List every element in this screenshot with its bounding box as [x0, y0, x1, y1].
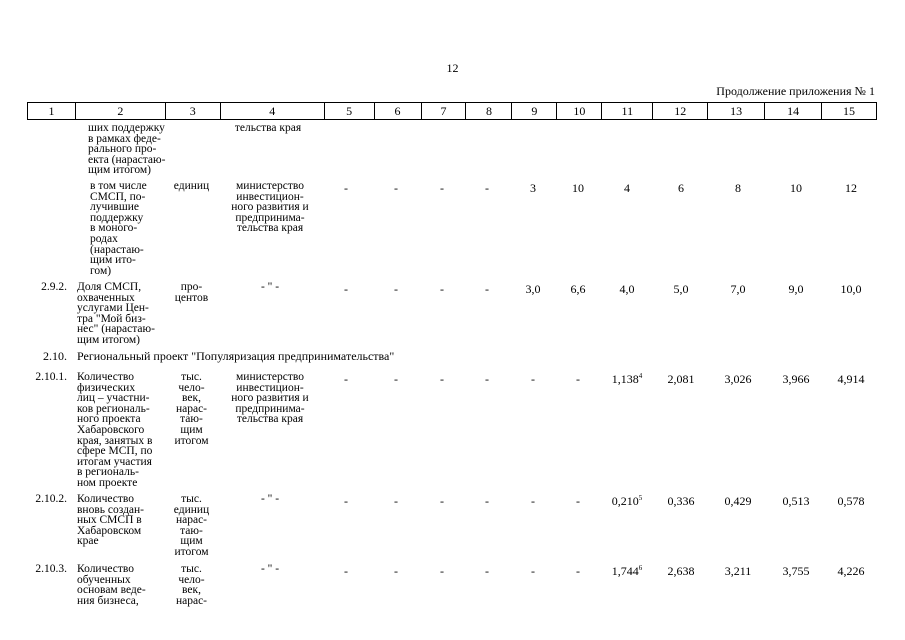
r2101-num: 2.10.1. — [35, 371, 67, 383]
value-cell: 3,0 — [525, 282, 541, 296]
value-cell: - — [394, 372, 398, 386]
header-col-13: 13 — [707, 103, 764, 119]
value-cell: 3 — [530, 181, 536, 195]
value-cell: - — [440, 282, 444, 296]
value-cell: 9,0 — [788, 282, 804, 296]
r2102-unit: тыс. единиц нарас- таю- щим итогом — [173, 493, 210, 558]
header-col-6: 6 — [374, 103, 421, 119]
value-cell: - — [485, 282, 489, 296]
value-cell: - — [394, 494, 398, 508]
r292-responsible: - " - — [260, 281, 280, 293]
value-cell: 0,336 — [667, 494, 695, 508]
value-cell: 0,429 — [724, 494, 752, 508]
header-col-9: 9 — [511, 103, 556, 119]
table-header — [27, 102, 877, 120]
header-col-11: 11 — [601, 103, 652, 119]
value-cell: - — [485, 181, 489, 195]
value-cell: 0,210$^5$ — [611, 494, 643, 508]
value-cell: 5,0 — [673, 282, 689, 296]
value-cell: 1,744$^6$ — [611, 564, 643, 578]
value-cell: - — [394, 564, 398, 578]
header-col-5: 5 — [324, 103, 374, 119]
value-cell: - — [576, 564, 580, 578]
r292-name: Доля СМСП, охваченных услугами Цен- тра "Мой биз- нес" (нарастаю- щим итогом) — [77, 281, 155, 346]
header-col-4: 4 — [220, 103, 324, 119]
r2101-name: Количество физических лиц – участни- ков региональ- ного проекта Хабаровского края, занятых в сфере МСП, по итогам участия в региональ- ном проекте — [77, 371, 153, 489]
value-cell: 10 — [790, 181, 802, 195]
value-cell: - — [344, 564, 348, 578]
value-cell: 2,638 — [667, 564, 695, 578]
value-cell: - — [531, 372, 535, 386]
footnote-mark: 4 — [638, 372, 643, 380]
value-cell: - — [531, 564, 535, 578]
value-cell: 0,578 — [837, 494, 865, 508]
value-cell: 4 — [624, 181, 630, 195]
incl-unit: единиц — [173, 180, 210, 192]
value-cell: 2,081 — [667, 372, 695, 386]
value-cell: - — [344, 181, 348, 195]
r210-num: 2.10. — [43, 349, 67, 363]
value-cell: 10 — [572, 181, 584, 195]
r2101-unit: тыс. чело- век, нарас- таю- щим итогом — [174, 371, 209, 447]
page-number: 12 — [446, 61, 459, 75]
footnote-mark: 5 — [638, 494, 643, 502]
value-cell: - — [576, 494, 580, 508]
value-cell: - — [485, 494, 489, 508]
header-col-8: 8 — [465, 103, 511, 119]
value-cell: - — [485, 372, 489, 386]
header-col-7: 7 — [421, 103, 466, 119]
header-col-1: 1 — [48, 104, 55, 118]
header-col-14: 14 — [764, 103, 821, 119]
value-cell: 4,0 — [619, 282, 635, 296]
header-col-2: 2 — [75, 103, 165, 119]
header-col-12: 12 — [652, 103, 707, 119]
value-cell: - — [344, 494, 348, 508]
header-col-10: 10 — [556, 103, 601, 119]
header-col-3: 3 — [165, 103, 220, 119]
r2101-responsible: министерство инвестицион- ного развития и предпринима- тельства края — [231, 371, 309, 426]
value-cell: 10,0 — [840, 282, 862, 296]
value-cell: 4,226 — [837, 564, 865, 578]
value-cell: - — [440, 494, 444, 508]
r2102-name: Количество вновь создан- ных СМСП в Хабаровском крае — [77, 493, 145, 548]
header-col-15: 15 — [821, 103, 876, 119]
value-cell: - — [440, 564, 444, 578]
r292-unit: про- центов — [174, 281, 209, 304]
r210-title: Региональный проект "Популяризация предпринимательства" — [77, 349, 395, 363]
value-cell: 6,6 — [570, 282, 586, 296]
carry-name-tail: ших поддержку в рамках феде- рального про- екта (нарастаю- щим итогом) — [88, 122, 166, 177]
value-cell: 8 — [735, 181, 741, 195]
r292-num: 2.9.2. — [41, 281, 67, 293]
value-cell: - — [394, 282, 398, 296]
value-cell: 3,755 — [782, 564, 810, 578]
carry-responsible-tail: тельства края — [234, 122, 302, 134]
value-cell: 12 — [845, 181, 857, 195]
value-cell: - — [440, 372, 444, 386]
value-cell: 6 — [678, 181, 684, 195]
value-cell: - — [531, 494, 535, 508]
incl-responsible: министерство инвестицион- ного развития и предпринима- тельства края — [231, 180, 309, 235]
r2103-name: Количество обученных основам веде- ния бизнеса, — [77, 563, 146, 607]
continuation-label: Продолжение приложения № 1 — [716, 84, 875, 98]
value-cell: 4,914 — [837, 372, 865, 386]
value-cell: - — [576, 372, 580, 386]
value-cell: - — [344, 372, 348, 386]
value-cell: - — [394, 181, 398, 195]
footnote-mark: 6 — [638, 564, 643, 572]
value-cell: 0,513 — [782, 494, 810, 508]
value-cell: 3,211 — [724, 564, 752, 578]
value-cell: 3,966 — [782, 372, 810, 386]
value-cell: - — [485, 564, 489, 578]
value-cell: 1,138$^4$ — [611, 372, 643, 386]
r2102-num: 2.10.2. — [35, 493, 67, 505]
value-cell: 7,0 — [730, 282, 746, 296]
value-cell: - — [344, 282, 348, 296]
r2102-responsible: - " - — [260, 493, 280, 505]
r2103-num: 2.10.3. — [35, 563, 67, 575]
r2103-unit: тыс. чело- век, нарас- — [175, 563, 208, 607]
incl-name: в том числе СМСП, по- лучившие поддержку в моного- родах (нарастаю- щим ито- гом) — [90, 180, 147, 277]
r2103-responsible: - " - — [260, 563, 280, 575]
value-cell: - — [440, 181, 444, 195]
value-cell: 3,026 — [724, 372, 752, 386]
